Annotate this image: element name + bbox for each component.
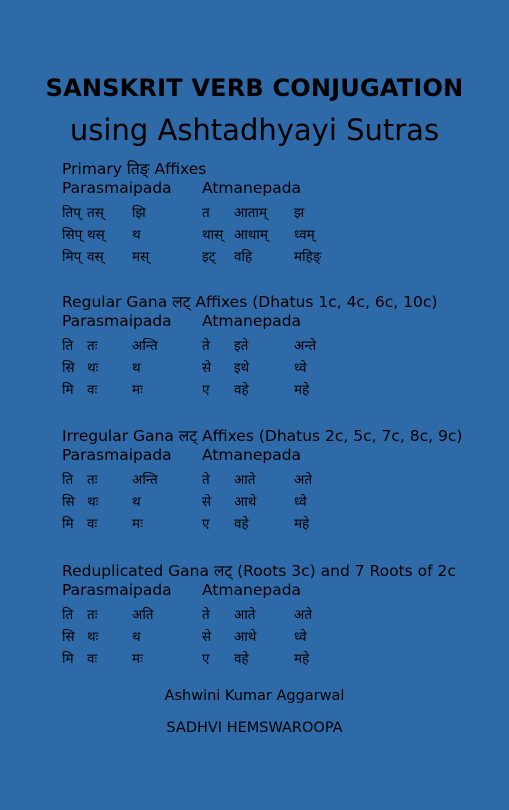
affix-cell: झ: [294, 205, 305, 221]
affix-cell: ए: [202, 516, 210, 532]
affix-cell: वः: [87, 382, 98, 398]
affix-row: [62, 512, 502, 534]
affix-cell: ते: [202, 338, 210, 354]
affix-cell: ध्वे: [294, 494, 307, 510]
affix-cell: ए: [202, 651, 210, 667]
affix-cell: ध्वे: [294, 629, 307, 645]
affix-cell: मः: [132, 516, 143, 532]
affix-row: [62, 356, 502, 378]
affix-cell: आथाम्: [234, 227, 268, 243]
affix-cell: त: [202, 205, 210, 221]
affix-cell: थः: [87, 629, 99, 645]
affix-cell: से: [202, 629, 212, 645]
affix-cell: थः: [87, 494, 99, 510]
affix-cell: से: [202, 360, 212, 376]
co-author-name: SADHVI HEMSWAROOPA: [166, 720, 343, 736]
affix-row: [62, 334, 502, 356]
affix-cell: वहे: [234, 382, 249, 398]
affix-cell: सि: [62, 494, 75, 510]
affix-row: [62, 378, 502, 400]
affix-cell: थ: [132, 360, 141, 376]
affix-cell: महे: [294, 651, 310, 667]
affix-cell: ध्वम्: [294, 227, 315, 243]
affix-section: [62, 292, 502, 400]
affix-cell: मि: [62, 516, 74, 532]
voice-header-row: [62, 581, 502, 603]
affix-cell: महे: [294, 382, 310, 398]
affix-cell: वहे: [234, 516, 249, 532]
affix-section: [62, 561, 502, 669]
affix-row: [62, 625, 502, 647]
affix-cell: ए: [202, 382, 210, 398]
atmanepada-label: Atmanepada: [202, 312, 302, 330]
affix-cell: ध्वे: [294, 360, 307, 376]
affix-cell: महे: [294, 516, 310, 532]
affix-row: [62, 468, 502, 490]
affix-cell: अन्ति: [132, 338, 158, 354]
affix-cell: ति: [62, 472, 74, 488]
affix-cell: मिप्: [62, 249, 82, 265]
affix-cell: आते: [234, 607, 256, 623]
affix-cell: आते: [234, 472, 256, 488]
affix-cell: मः: [132, 651, 143, 667]
affix-cell: ते: [202, 607, 210, 623]
affix-cell: थ: [132, 629, 141, 645]
affix-cell: आताम्: [234, 205, 268, 221]
affix-cell: ते: [202, 472, 210, 488]
affix-cell: अन्ते: [294, 338, 317, 354]
author-name: Ashwini Kumar Aggarwal: [164, 688, 345, 704]
affix-cell: अन्ति: [132, 472, 158, 488]
affix-cell: अते: [294, 607, 313, 623]
book-subtitle: using Ashtadhyayi Sutras: [69, 113, 440, 147]
atmanepada-label: Atmanepada: [202, 179, 302, 197]
affix-section: [62, 426, 502, 534]
affix-cell: थ: [132, 494, 141, 510]
parasmaipada-label: Parasmaipada: [62, 312, 172, 330]
parasmaipada-label: Parasmaipada: [62, 179, 172, 197]
affix-cell: वः: [87, 651, 98, 667]
affix-cell: झि: [132, 205, 146, 221]
affix-row: [62, 223, 502, 245]
affix-cell: सि: [62, 629, 75, 645]
affix-cell: ति: [62, 338, 74, 354]
affix-cell: तः: [87, 607, 98, 623]
voice-header-row: [62, 179, 502, 201]
affix-cell: थः: [87, 360, 99, 376]
section-heading: Primary तिङ् Affixes: [62, 160, 207, 178]
section-heading: Reduplicated Gana लट् (Roots 3c) and 7 Roots of 2c: [62, 562, 456, 580]
affix-cell: इट्: [202, 249, 216, 265]
affix-cell: आथे: [234, 494, 257, 510]
affix-cell: इते: [234, 338, 249, 354]
section-heading: Irregular Gana लट् Affixes (Dhatus 2c, 5c, 7c, 8c, 9c): [62, 427, 463, 445]
affix-row: [62, 245, 502, 267]
affix-cell: मि: [62, 651, 74, 667]
affix-cell: आथे: [234, 629, 257, 645]
affix-row: [62, 603, 502, 625]
affix-cell: वहे: [234, 651, 249, 667]
parasmaipada-label: Parasmaipada: [62, 581, 172, 599]
affix-cell: अति: [132, 607, 154, 623]
atmanepada-label: Atmanepada: [202, 581, 302, 599]
affix-cell: तस्: [87, 205, 104, 221]
affix-cell: मस्: [132, 249, 150, 265]
voice-header-row: [62, 312, 502, 334]
affix-cell: तः: [87, 472, 98, 488]
affix-cell: मि: [62, 382, 74, 398]
affix-section: [62, 159, 502, 267]
section-heading: Regular Gana लट् Affixes (Dhatus 1c, 4c, 6c, 10c): [62, 293, 438, 311]
affix-row: [62, 201, 502, 223]
affix-cell: सि: [62, 360, 75, 376]
voice-header-row: [62, 446, 502, 468]
affix-row: [62, 490, 502, 512]
affix-cell: तः: [87, 338, 98, 354]
atmanepada-label: Atmanepada: [202, 446, 302, 464]
affix-cell: वः: [87, 516, 98, 532]
affix-cell: मः: [132, 382, 143, 398]
affix-cell: तिप्: [62, 205, 81, 221]
affix-cell: वस्: [87, 249, 104, 265]
affix-row: [62, 647, 502, 669]
affix-cell: सिप्: [62, 227, 83, 243]
affix-cell: थ: [132, 227, 141, 243]
affix-cell: इथे: [234, 360, 250, 376]
parasmaipada-label: Parasmaipada: [62, 446, 172, 464]
affix-cell: वहि: [234, 249, 253, 265]
affix-cell: अते: [294, 472, 313, 488]
affix-cell: ति: [62, 607, 74, 623]
affix-cell: महिङ्: [294, 249, 322, 265]
book-title: SANSKRIT VERB CONJUGATION: [45, 74, 464, 102]
affix-cell: से: [202, 494, 212, 510]
affix-cell: थास्: [202, 227, 224, 243]
affix-cell: थस्: [87, 227, 105, 243]
